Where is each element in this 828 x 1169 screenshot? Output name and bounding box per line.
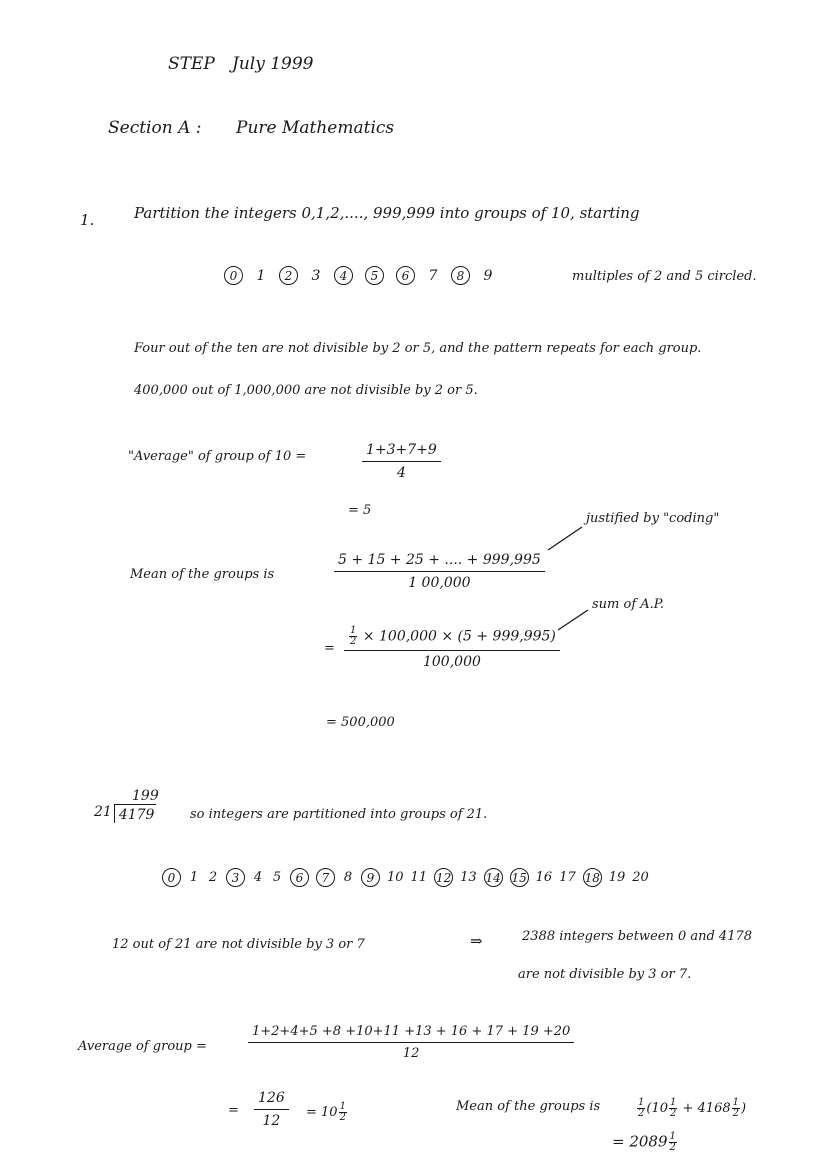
circled-number: 4 xyxy=(334,266,353,285)
q1-mean-denominator: 1 00,000 xyxy=(408,575,471,591)
sequence-number: 1 xyxy=(189,870,199,885)
division-quotient: 199 xyxy=(132,788,159,804)
q1-sequence-note: multiples of 2 and 5 circled. xyxy=(572,269,757,284)
circled-number: 12 xyxy=(434,868,453,887)
half-fraction: $\frac{1}{2}$ xyxy=(339,1101,346,1123)
q1-mean2-fraction xyxy=(344,626,560,670)
q2-average-numerator: 1+2+4+5 +8 +10+11 +13 + 16 + 17 + 19 +20 xyxy=(248,1024,574,1043)
q2-mean-label: Mean of the groups is xyxy=(456,1099,601,1114)
circled-number: 18 xyxy=(583,868,602,887)
sequence-number: 7 xyxy=(428,267,438,284)
half-fraction: $\frac{1}{2}$ xyxy=(350,625,357,647)
q1-mean-fraction xyxy=(334,552,545,591)
exam-name: STEP xyxy=(168,54,215,74)
q2-line1a: 12 out of 21 are not divisible by 3 or 7 xyxy=(112,937,365,952)
q2-average-fraction xyxy=(248,1024,574,1061)
q1-mean-numerator: 5 + 15 + 25 + .... + 999,995 xyxy=(334,552,545,572)
q2-eq1: = xyxy=(228,1103,239,1118)
section-label: Section A : xyxy=(108,118,202,138)
circled-number: 6 xyxy=(396,266,415,285)
half-fraction: $\frac{1}{2}$ xyxy=(732,1097,739,1119)
sequence-number: 2 xyxy=(208,870,218,885)
q2-line1b: 2388 integers between 0 and 4178 xyxy=(522,929,753,944)
q1-mean-label: Mean of the groups is xyxy=(130,567,275,582)
q2-line2: are not divisible by 3 or 7. xyxy=(518,967,692,982)
circled-number: 0 xyxy=(224,266,243,285)
sequence-number: 3 xyxy=(311,267,321,284)
q2-mean-expression: $\frac{1}{2}$ (10 $\frac{1}{2}$ + 4168 $\frac{1}{2}$ ) xyxy=(638,1097,747,1119)
circled-number: 3 xyxy=(226,868,245,887)
q2-frac2-denominator: 12 xyxy=(262,1113,281,1129)
q2-frac2-numerator: 126 xyxy=(254,1090,289,1110)
q2-fraction-126-12 xyxy=(254,1090,289,1129)
circled-number: 15 xyxy=(510,868,529,887)
q1-line2: 400,000 out of 1,000,000 are not divisible by 2 or 5. xyxy=(134,383,478,398)
circled-number: 0 xyxy=(162,868,181,887)
q1-mean2-numerator: $\frac{1}{2}$ × 100,000 × (5 + 999,995) xyxy=(344,626,560,651)
sequence-number: 9 xyxy=(483,267,493,284)
q1-average-result: = 5 xyxy=(348,503,372,518)
exam-date: July 1999 xyxy=(232,54,314,74)
sequence-number: 17 xyxy=(559,870,576,885)
sequence-number: 4 xyxy=(253,870,263,885)
long-division xyxy=(94,788,159,823)
circled-number: 9 xyxy=(361,868,380,887)
half-fraction: $\frac{1}{2}$ xyxy=(638,1097,645,1119)
q2-sequence xyxy=(162,868,649,887)
q2-div-text: so integers are partitioned into groups of 21. xyxy=(190,807,488,822)
q2-average-label: Average of group = xyxy=(78,1039,207,1054)
q2-average-result: = 10 $\frac{1}{2}$ xyxy=(306,1101,346,1123)
section-title: Pure Mathematics xyxy=(236,118,395,138)
division-dividend: 4179 xyxy=(114,804,157,823)
circled-number: 8 xyxy=(451,266,470,285)
sequence-number: 16 xyxy=(535,870,553,885)
sequence-number: 20 xyxy=(632,870,649,885)
half-fraction: $\frac{1}{2}$ xyxy=(669,1131,676,1153)
circled-number: 7 xyxy=(316,868,335,887)
q1-average-denominator: 4 xyxy=(396,465,406,481)
q2-mean-result: = 2089 $\frac{1}{2}$ xyxy=(612,1131,676,1153)
q1-line1: Four out of the ten are not divisible by 2 or 5, and the pattern repeats for each group. xyxy=(134,341,702,356)
note-ap: sum of A.P. xyxy=(592,597,665,612)
note-coding: justified by "coding" xyxy=(586,511,720,526)
q1-mean-result: = 500,000 xyxy=(326,715,395,730)
circled-number: 2 xyxy=(279,266,298,285)
half-fraction: $\frac{1}{2}$ xyxy=(670,1097,677,1119)
q1-mean2-eq: = xyxy=(324,641,335,656)
sequence-number: 10 xyxy=(387,870,404,885)
division-divisor: 21 xyxy=(94,804,112,820)
sequence-number: 1 xyxy=(256,267,266,284)
sequence-number: 11 xyxy=(410,870,428,885)
q1-average-label: "Average" of group of 10 = xyxy=(128,449,307,464)
circled-number: 14 xyxy=(484,868,503,887)
q2-average-denominator: 12 xyxy=(402,1046,420,1061)
question-number: 1. xyxy=(80,211,95,229)
sequence-number: 5 xyxy=(272,870,282,885)
circled-number: 6 xyxy=(290,868,309,887)
sequence-number: 8 xyxy=(343,870,353,885)
sequence-number: 13 xyxy=(460,870,477,885)
implies-arrow: ⇒ xyxy=(470,932,483,950)
q1-mean2-denominator: 100,000 xyxy=(422,654,481,670)
sequence-number: 19 xyxy=(608,870,626,885)
q1-average-numerator: 1+3+7+9 xyxy=(362,442,441,462)
circled-number: 5 xyxy=(365,266,384,285)
q1-intro: Partition the integers 0,1,2,...., 999,999 into groups of 10, starting xyxy=(134,204,640,222)
